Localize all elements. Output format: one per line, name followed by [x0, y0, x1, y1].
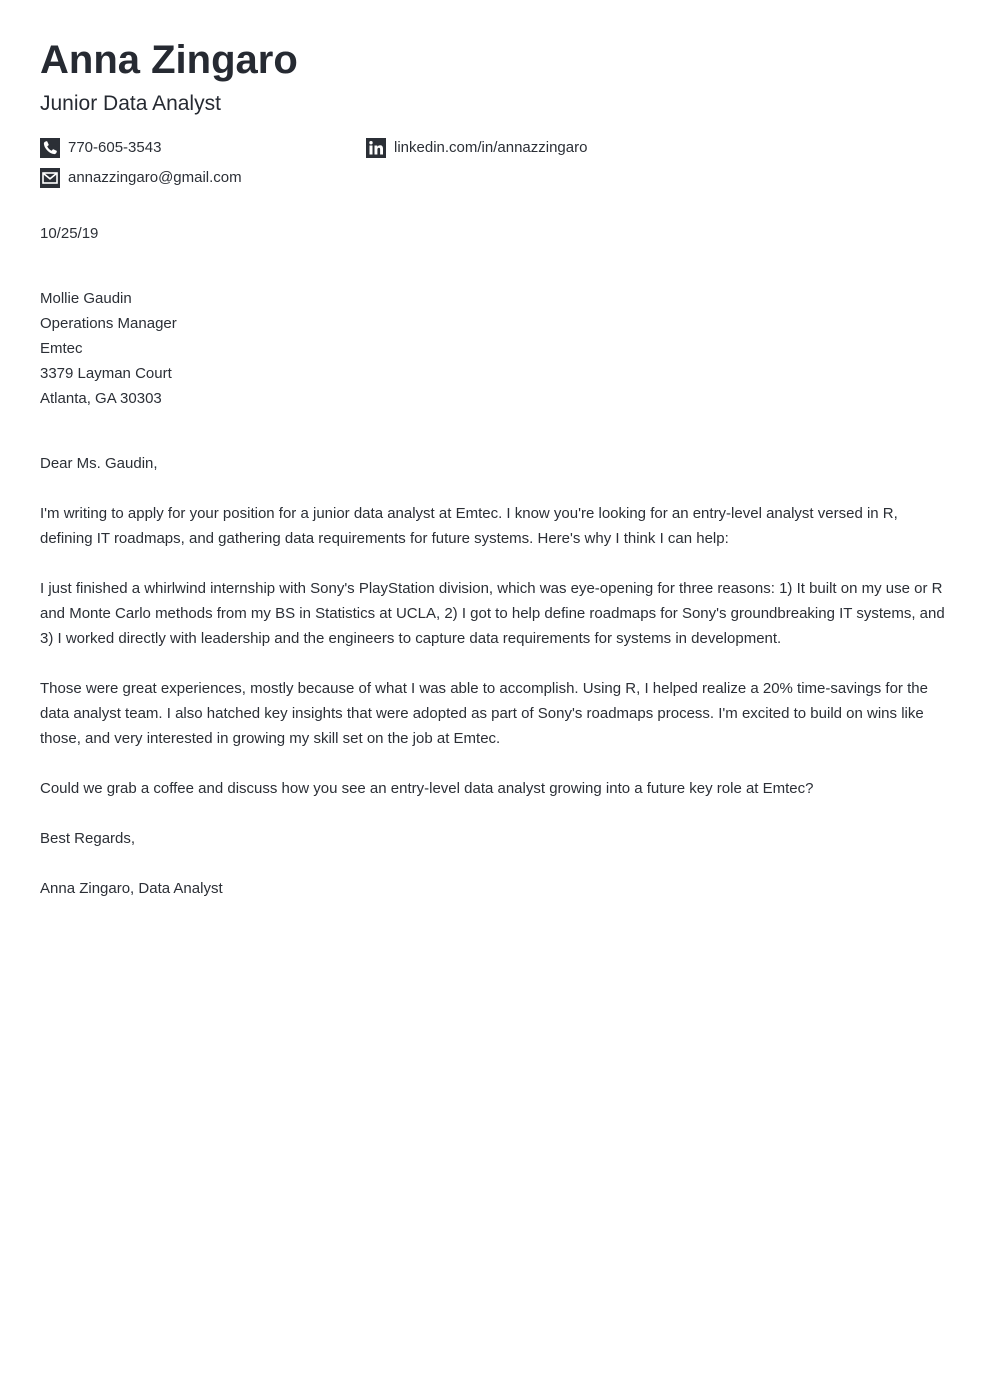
linkedin-icon: [366, 138, 386, 158]
recipient-city-state-zip: Atlanta, GA 30303: [40, 390, 162, 407]
linkedin-text: linkedin.com/in/annazzingaro: [394, 139, 588, 156]
phone-icon: [40, 138, 60, 158]
letter-date: 10/25/19: [40, 225, 99, 242]
recipient-street: 3379 Layman Court: [40, 365, 172, 382]
letter-paragraph-1: I'm writing to apply for your position for a junior data analyst at Emtec. I know you're looking for an entry-level analyst versed in R, defining IT roadmaps, and gathering data requirements for future systems. Here's why I think I can help:: [40, 505, 898, 547]
letter-paragraph-4: Could we grab a coffee and discuss how you see an entry-level data analyst growing into a future key role at Emtec?: [40, 780, 814, 797]
phone-text: 770-605-3543: [68, 139, 162, 156]
letter-signature: Anna Zingaro, Data Analyst: [40, 880, 223, 897]
email-text: annazzingaro@gmail.com: [68, 169, 242, 186]
recipient-position: Operations Manager: [40, 315, 177, 332]
recipient-company: Emtec: [40, 340, 83, 357]
contact-phone: [40, 138, 161, 158]
letter-salutation: Dear Ms. Gaudin,: [40, 455, 158, 472]
envelope-icon: [40, 168, 60, 188]
contact-linkedin[interactable]: [366, 138, 587, 158]
contact-email[interactable]: [40, 168, 242, 188]
letter-paragraph-2: I just finished a whirlwind internship with Sony's PlayStation division, which was eye-opening for three reasons: 1) It built on my use or R and Monte Carlo methods from my BS in Statistics at UCLA, 2) I got to help define roadmaps for Sony's groundbreaking IT systems, and 3) I worked directly with leadership and the engineers to capture data requirements for systems in development.: [40, 580, 945, 647]
letter-closing: Best Regards,: [40, 830, 136, 847]
applicant-name: Anna Zingaro: [40, 38, 298, 82]
applicant-job-title: Junior Data Analyst: [40, 92, 221, 115]
recipient-name: Mollie Gaudin: [40, 290, 132, 307]
letter-paragraph-3: Those were great experiences, mostly because of what I was able to accomplish. Using R, I helped realize a 20% time-savings for the data analyst team. I also hatched key insights that were adopted as part of Sony's roadmaps process. I'm excited to build on wins like those, and very interested in growing my skill set on the job at Emtec.: [40, 680, 928, 747]
